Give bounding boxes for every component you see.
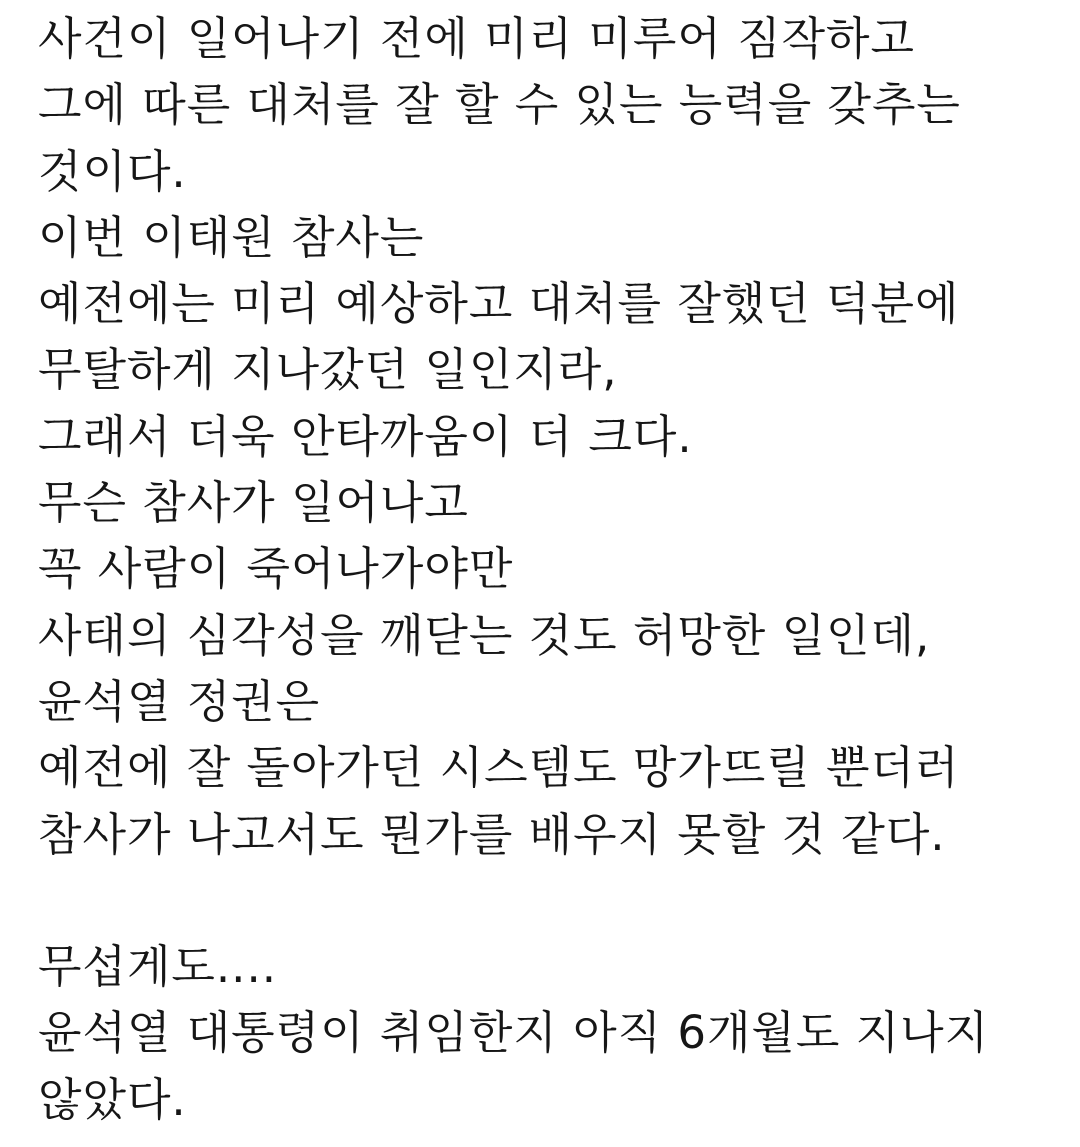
text-line: 사건이 일어나기 전에 미리 미루어 짐작하고 [38, 12, 915, 65]
text-line: 무탈하게 지나갔던 일인지라, [38, 343, 618, 397]
text-line: 윤석열 정권은 [38, 674, 321, 728]
text-line: 윤석열 대통령이 취임한지 아직 6개월도 지나지 [38, 1006, 990, 1060]
text-line: 꼭 사람이 죽어나가야만 [38, 542, 514, 596]
text-line: 그에 따른 대처를 잘 할 수 있는 능력을 갖추는 [38, 78, 961, 132]
text-line: 이번 이태원 참사는 [38, 210, 425, 264]
text-line: 그래서 더욱 안타까움이 더 크다. [38, 409, 693, 463]
text-line: 무섭게도.... [38, 940, 278, 994]
text-line: 예전에 잘 돌아가던 시스템도 망가뜨릴 뿐더러 [38, 741, 960, 795]
text-line: 예전에는 미리 예상하고 대처를 잘했던 덕분에 [38, 277, 960, 331]
text-line: 참사가 나고서도 뭔가를 배우지 못할 것 같다. [38, 807, 946, 861]
blank-line [38, 868, 1068, 934]
text-line: 사태의 심각성을 깨닫는 것도 허망한 일인데, [38, 608, 931, 662]
text-line: 무슨 참사가 일어나고 [38, 476, 469, 530]
body-text [38, 6, 1068, 1133]
text-line: 것이다. [38, 144, 187, 198]
text-line: 않았다. [38, 1072, 187, 1126]
